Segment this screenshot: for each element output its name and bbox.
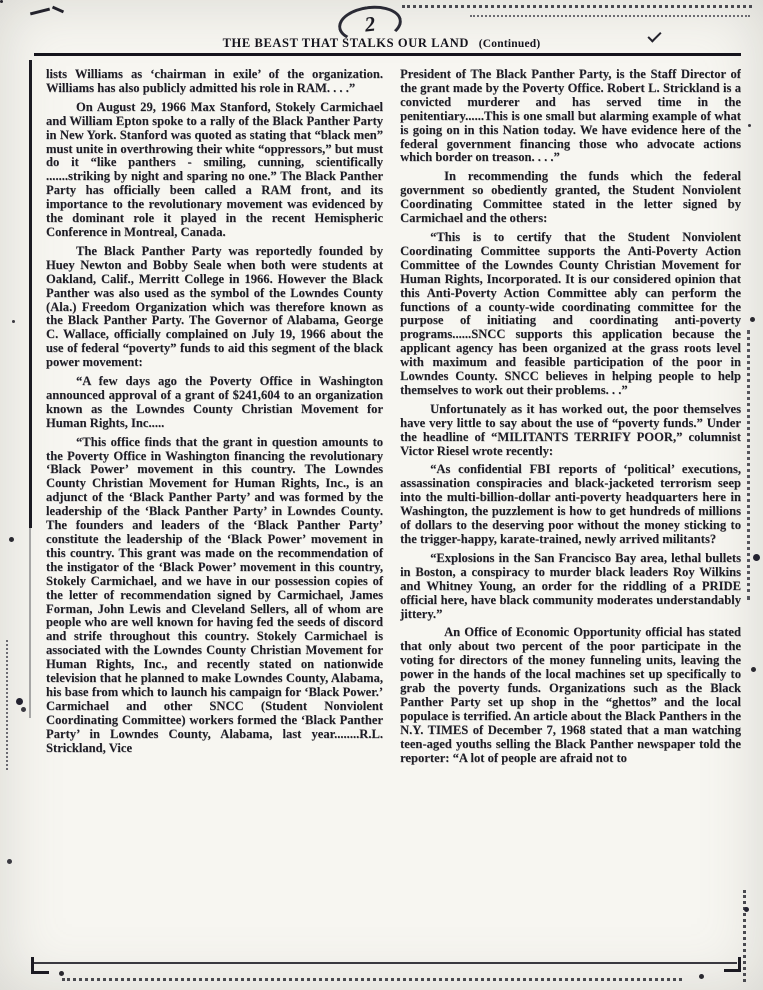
scan-artifact-dotted-line — [62, 978, 682, 981]
scan-artifact-ink-line — [29, 528, 31, 718]
text-columns — [46, 68, 741, 958]
scan-artifact-dotted-line — [747, 330, 750, 600]
paragraph: In recommending the funds which the federal government so obediently granted, the Student Nonviolent Coordinating Committee stated in the letter signed by Carmichael and the others: — [400, 169, 741, 226]
paragraph: “This office finds that the grant in question amounts to the Poverty Office in Washington financing the revolutionary ‘Black Power’ movement in this country. The Lowndes County Christian Movement for Human Rights, Inc., is an adjunct of the ‘Black Panther Party’ and was formed by the leadership of the ‘Black Panther Party’ in Lowndes County. The founders and leaders of the ‘Black Panther Party’ constitute the leadership of the ‘Black Power’ movement in this country. This grant was made on the recommendation of the instigator of the ‘Black Power’ movement in this country, Stokely Carmichael, and we have in our possession copies of the letter of recommendation signed by Carmichael, James Forman, John Lewis and Cleveland Sellers, all of whom are people who are well known for having fed the seeds of discord and strife throughout this country. Stokely Carmichael is associated with the Lowndes County Christian Movement for Human Rights, Inc., and recently stated on nationwide television that he planned to make Lowndes County, Alabama, his base from which to launch his campaign for ‘Black Power.’ Carmichael and other SNCC (Student Nonviolent Coordinating Committee) workers formed the ‘Black Panther Party’ in Lowndes County, Alabama, last year........R.L. Strickland, Vice — [46, 434, 384, 755]
paragraph: “This is to certify that the Student Nonviolent Coordinating Committee supports the Anti-Poverty Action Committee of the Lowndes County Christian Movement for Human Rights, Incorporated. It is our considered opinion that this Anti-Poverty Action Committee ably can perform the functions of a county-wide coordinating committee for the purpose of initiating and coordinating anti-poverty programs......SNCC supports this application because the applicant agency has been organized at the grass roots level with maximum and feasible participation of the poor in Lowndes County. SNCC believes in helping people to help themselves to work out their problems. . .” — [400, 229, 741, 397]
scan-artifact-dotted-line — [470, 15, 750, 17]
scan-artifact-dotted-line — [743, 890, 746, 982]
continued-label: (Continued) — [478, 38, 541, 50]
document-header — [0, 36, 763, 51]
header-rule — [34, 53, 741, 56]
paragraph: On August 29, 1966 Max Stanford, Stokely Carmichael and William Epton spoke to a rally of the Black Panther Party in New York. Stanford was quoted as stating that “black men” must unite in overthrowing their white “oppressors,” but must do it “like panthers - smiling, cunning, scientifically .......striking by night and sparing no one.” The Black Panther Party has officially been called a RAM front, and its importance to the revolutionary movement was evidenced by the dominant role it played in the recent Hemispheric Conference in Montreal, Canada. — [46, 99, 384, 239]
paragraph: “Explosions in the San Francisco Bay area, lethal bullets in Boston, a conspiracy to murder black leaders Roy Wilkins and Whitney Young, an order for the riddling of a PRIDE official here, have black community moderates understandably jittery.” — [400, 550, 741, 621]
paragraph: An Office of Economic Opportunity official has stated that only about two percent of the poor participate in the voting for directors of the money funneling units, leaving the power in the hands of the local machines set up specifically to grab the poverty funds. Organizations such as the Black Panther Party set up shop in the “ghettos” and the local populace is terrified. An article about the Black Panthers in the N.Y. TIMES of December 7, 1968 stated that a man watching teen-aged youths selling the Black Panther newspaper told the reporter: “A lot of people are afraid not to — [400, 625, 741, 765]
scan-artifact-ink-line — [29, 60, 32, 528]
scan-artifact-pen-mark — [52, 6, 64, 14]
left-column — [46, 68, 383, 958]
scan-artifact-corner-mark — [724, 957, 741, 972]
paragraph: Unfortunately as it has worked out, the poor themselves have very little to say about the use of “poverty funds.” Under the headline of “MILITANTS TERRIFY POOR,” columnist Victor Riesel wrote recently: — [400, 401, 741, 458]
right-column — [400, 68, 741, 958]
page-number: 2 — [363, 10, 377, 37]
bottom-rule — [34, 962, 737, 964]
document-title: THE BEAST THAT STALKS OUR LAND — [222, 36, 470, 50]
paragraph: “A few days ago the Poverty Office in Washington announced approval of a grant of $241,604 to an organization known as the Lowndes County Christian Movement for Human Rights, Inc..... — [46, 374, 384, 430]
scan-artifact-specks — [0, 0, 3, 3]
scan-artifact-pen-mark — [30, 8, 50, 16]
paragraph: The Black Panther Party was reportedly founded by Huey Newton and Bobby Seale when both were students at Oakland, Calif., Merritt College in 1966. However the Black Panther was also used as the symbol of the Lowndes County (Ala.) Freedom Organization which was therefore known as the Black Panther Party. The Governor of Alabama, George C. Wallace, officially complained on July 19, 1966 about the use of federal “poverty” funds to aid this segment of the black power movement: — [46, 243, 384, 370]
scan-artifact-dotted-line — [402, 5, 752, 8]
paragraph: President of The Black Panther Party, is the Staff Director of the grant made by the Poverty Office. Robert L. Strickland is a convicted murderer and has served time in the penitentiary......This is one small but alarming example of what is going on in this Nation today. We have evidence here of the federal government financing those who advocate actions which border on treason. . . .” — [400, 68, 741, 165]
paragraph: “As confidential FBI reports of ‘political’ executions, assassination conspiracies and black-jacketed terrorism seep into the multi-billion-dollar anti-poverty headquarters here in Washington, the puzzlement is how to get hundreds of millions of dollars to the deserving poor without the money sticking to the trigger-happy, karate-trained, newly arrived militants? — [400, 462, 741, 546]
scan-artifact-corner-mark — [31, 957, 49, 974]
scan-artifact-dotted-line — [6, 640, 8, 770]
paragraph: lists Williams as ‘chairman in exile’ of the organization. Williams has also publicly admitted his role in RAM. . . .” — [46, 68, 384, 95]
